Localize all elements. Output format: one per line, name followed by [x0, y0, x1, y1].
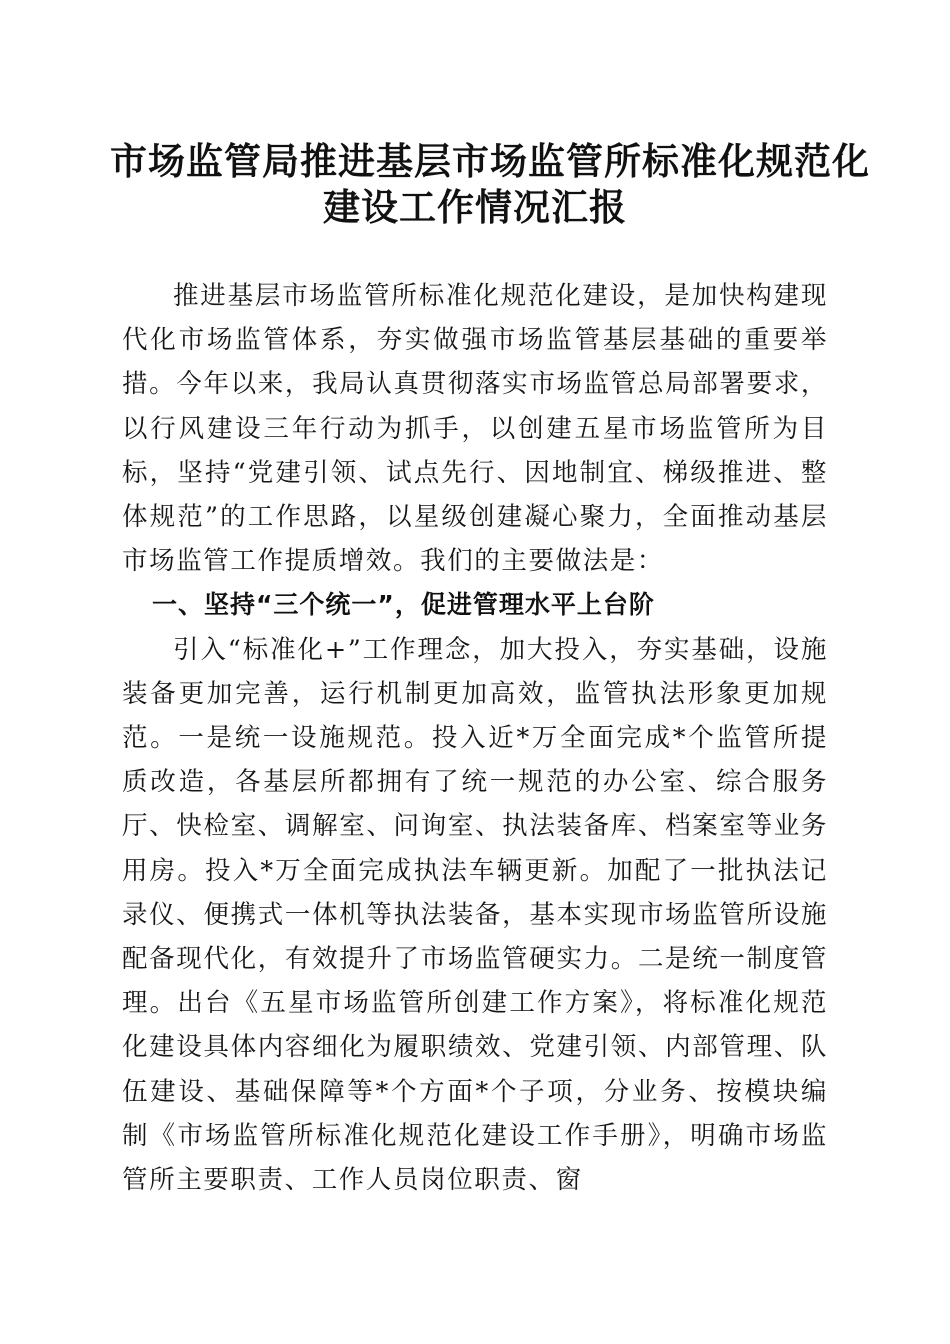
title-line-1: 市场监管局推进基层市场监管所标准化规范化 — [110, 139, 870, 183]
section-1-heading: 一、坚持“三个统一”，促进管理水平上台阶 — [152, 590, 655, 620]
document-title — [110, 138, 870, 230]
document-body — [122, 274, 828, 1202]
intro-paragraph: 推进基层市场监管所标准化规范化建设，是加快构建现代化市场监管体系，夯实做强市场监管基层基础的重要举措。今年以来，我局认真贯彻落实市场监管总局部署要求，以行风建设三年行动为抓手，以创建五星市场监管所为目标，坚持“党建引领、试点先行、因地制宜、梯级推进、整体规范”的工作思路，以星级创建凝心聚力，全面推动基层市场监管工作提质增效。我们的主要做法是： — [122, 281, 828, 577]
section-1-paragraph: 引入“标准化+”工作理念，加大投入，夯实基础，设施装备更加完善，运行机制更加高效，监管执法形象更加规范。一是统一设施规范。投入近*万全面完成*个监管所提质改造，各基层所都拥有了统一规范的办公室、综合服务厅、快检室、调解室、问询室、执法装备库、档案室等业务用房。投入*万全面完成执法车辆更新。加配了一批执法记录仪、便携式一体机等执法装备，基本实现市场监管所设施配备现代化，有效提升了市场监管硬实力。二是统一制度管理。出台《五星市场监管所创建工作方案》，将标准化规范化建设具体内容细化为履职绩效、党建引领、内部管理、队伍建设、基础保障等*个方面*个子项，分业务、按模块编制《市场监管所标准化规范化建设工作手册》，明确市场监管所主要职责、工作人员岗位职责、窗 — [122, 634, 828, 1196]
title-line-2: 建设工作情况汇报 — [323, 185, 627, 229]
